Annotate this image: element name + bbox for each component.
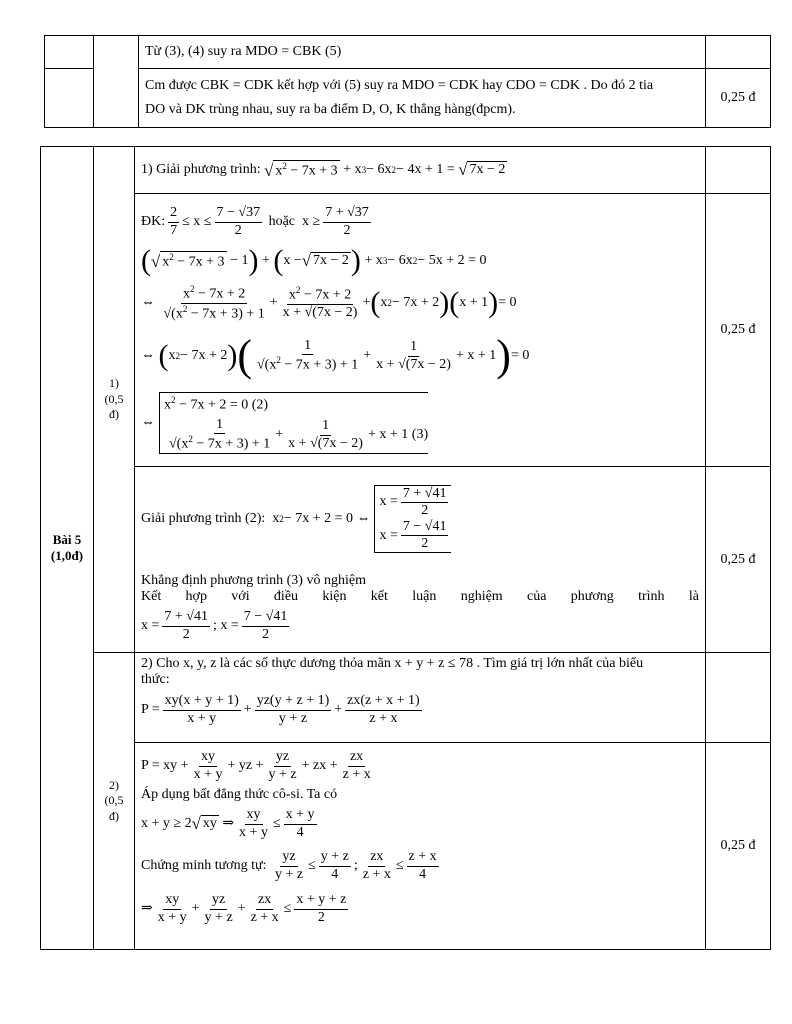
fraction: $\frac{z + x}{4}$ (408, 849, 437, 882)
eq-line-2: ⇔ $\frac{x^2 - 7x + 2}{√(x^2 - 7x + 3) + 1}$ + $\frac{x^2 - 7x + 2}{x + √(7x - 2)}$ + ( x 2 − 7x + 2 ) ( x + 1 ) = 0 (141, 283, 517, 322)
part1-question (135, 147, 706, 194)
part1-derivation (135, 194, 706, 467)
fraction: $\frac{xy}{x + y}$ (239, 807, 268, 840)
fraction: $\frac{x + y}{4}$ (285, 807, 315, 840)
fraction: $\frac{7 - √37}{2}$ (216, 205, 261, 238)
part2-question (135, 653, 706, 743)
part1-score-b: 0,25 đ (706, 467, 771, 653)
ket-hop-text: Kết hợp với điều kiện kết luận nghiệm của phương trình là (141, 589, 699, 604)
solution-system: x = $\frac{7 + √41}{2}$ x = $\frac{7 - √41}{2}$ (374, 485, 451, 553)
part2-solution (135, 743, 706, 950)
dk-label: ĐK: (141, 213, 166, 229)
fraction: $\frac{x^2 - 7x + 2}{√(x^2 - 7x + 3) + 1}$ (163, 283, 265, 322)
fraction: $\frac{7 - √41}{2}$ (243, 609, 288, 642)
part1-label-b: (0,5 (104, 391, 124, 406)
top-row1: Từ (3), (4) suy ra MDO = CBK (5) (145, 44, 342, 59)
fraction: $\frac{1}{√(x^2 - 7x + 3) + 1}$ (257, 338, 359, 373)
part1-label-cell (94, 147, 135, 653)
fraction: $\frac{zx}{z + x}$ (362, 849, 391, 882)
fraction: $\frac{xy}{x + y}$ (157, 892, 187, 925)
p-definition: P = $\frac{xy(x + y + 1)}{x + y}$ + $\frac{yz(y + z + 1)}{y + z}$ + $\frac{zx(z + x + 1)}{z + x}$ (141, 693, 420, 726)
fraction: $\frac{1}{√(x^2 - 7x + 3) + 1}$ (169, 417, 271, 452)
part1-question-score-empty (706, 147, 771, 194)
top-table (44, 35, 771, 128)
bai-cell (41, 147, 94, 950)
khang-dinh-text: Khẳng định phương trình (3) vô nghiệm (141, 573, 366, 588)
eq-line-3: ⇔ ( x 2 − 7x + 2 ) ( $\frac{1}{√(x^2 - 7x + 3) + 1}$ + $\frac{1}{x + √(7x - 2)}$ + x + 1 ) = 0 (141, 331, 530, 380)
fraction: $\frac{yz(y + z + 1)}{y + z}$ (256, 693, 330, 726)
top-cell-empty-3 (706, 36, 771, 69)
sqrt-expr: √ $x^2 - 7x + 3$ (264, 160, 338, 181)
top-row2-a: Cm được CBK = CDK kết hợp với (5) suy ra MDO = CDK hay CDO = CDK . Do đó 2 tia (145, 78, 654, 94)
fraction: $\frac{7 + √41}{2}$ (402, 485, 447, 518)
part1-solve (135, 467, 706, 653)
chung-minh-line: Chứng minh tương tự: $\frac{yz}{y + z}$ ≤ $\frac{y + z}{4}$ ; $\frac{zx}{z + x}$ ≤ $\frac{z + x}{4}$ (141, 849, 437, 882)
top-score: 0,25 đ (706, 69, 771, 128)
part2-label-c: đ) (109, 808, 119, 823)
part2-label-cell (94, 653, 135, 950)
cosi-line: x + y ≥ 2 √ xy ⇒ $\frac{xy}{x + y}$ ≤ $\frac{x + y}{4}$ (141, 807, 315, 840)
top-row2-text (139, 69, 706, 128)
dk-line: ĐK: $\frac{2}{7}$ ≤ x ≤ $\frac{7 - √37}{2}$ hoặc x ≥ $\frac{7 + √37}{2}$ (141, 205, 369, 238)
part1-score-a: 0,25 đ (706, 194, 771, 467)
fraction: $\frac{yz}{y + z}$ (268, 749, 297, 782)
sum-line: ⇒ $\frac{xy}{x + y}$ + $\frac{yz}{y + z}$ + $\frac{zx}{z + x}$ ≤ $\frac{x + y + z}{2}$ (141, 892, 347, 925)
fraction: $\frac{7 + √37}{2}$ (325, 205, 369, 238)
part2-question-score-empty (706, 653, 771, 743)
equation-system: $x^2 - 7x + 2 = 0$ (2) $\frac{1}{√(x^2 - 7x + 3) + 1}$ + $\frac{1}{x + √(7x - 2)}$ + x + 1 (3) (159, 392, 428, 454)
top-cell-empty-2 (94, 36, 139, 128)
fraction: $\frac{2}{7}$ (170, 205, 178, 238)
bai-points: (1,0đ) (50, 548, 84, 563)
eq-line-4: ⇔ $x^2 - 7x + 2 = 0$ (2) $\frac{1}{√(x^2 - 7x + 3) + 1}$ + $\frac{1}{x + √(7x - 2)}$ + x + 1 (3) (141, 384, 699, 462)
hoac-text: hoặc (268, 213, 296, 229)
fraction: $\frac{1}{x + √(7x - 2)}$ (376, 339, 451, 372)
top-cell-empty-1 (45, 36, 94, 69)
fraction: $\frac{yz}{y + z}$ (274, 849, 304, 882)
part2-score: 0,25 đ (706, 743, 771, 950)
top-row1-text (139, 36, 706, 69)
part2-question-line1: 2) Cho x, y, z là các số thực dương thỏa mãn x + y + z ≤ 78 . Tìm giá trị lớn nhất của biểu (141, 656, 644, 671)
top-row2-b: DO và DK trùng nhau, suy ra ba điểm D, O, K thẳng hàng(đpcm). (145, 102, 516, 117)
fraction: $\frac{zx}{z + x}$ (342, 749, 371, 782)
part1-label-c: đ) (109, 407, 119, 422)
fraction: $\frac{zx(z + x + 1)}{z + x}$ (347, 693, 420, 726)
fraction: $\frac{xy(x + y + 1)}{x + y}$ (164, 693, 239, 726)
sqrt-expr: √ 7x − 2 (458, 160, 506, 180)
ap-dung-text: Áp dụng bất đẳng thức cô-si. Ta có (141, 787, 338, 802)
eq-line-1: ( √ $x^2 - 7x + 3$ − 1 ) + ( x − √ 7x − 2 ) + x 3 − 6x 2 − 5x + 2 = 0 (141, 244, 487, 277)
fraction: $\frac{x + y + z}{2}$ (296, 892, 347, 925)
fraction: $\frac{y + z}{4}$ (320, 849, 349, 882)
fraction: $\frac{zx}{z + x}$ (250, 892, 279, 925)
solve2-prefix: Giải phương trình (2): (141, 510, 266, 526)
part1-question-prefix: 1) Giải phương trình: (141, 161, 261, 177)
part2-question-line2: thức: (141, 672, 170, 687)
fraction: $\frac{x^2 - 7x + 2}{x + √(7x - 2)}$ (282, 285, 358, 320)
p-expanded: P = xy + $\frac{xy}{x + y}$ + yz + $\frac{yz}{y + z}$ + zx + $\frac{zx}{z + x}$ (141, 749, 371, 782)
chung-minh-text: Chứng minh tương tự: (141, 857, 267, 873)
fraction: $\frac{1}{x + √(7x - 2)}$ (288, 418, 363, 451)
part1-question-line: 1) Giải phương trình: √ $x^2 - 7x + 3$ + x 3 − 6x 2 − 4x + 1 = √ 7x − 2 (141, 160, 506, 181)
part1-label-a: 1) (109, 376, 119, 391)
solve2-line: Giải phương trình (2): x 2 − 7x + 2 = 0 ⇔ x = $\frac{7 + √41}{2}$ x = $\frac{7 - √41}{2}$ (141, 471, 699, 567)
main-table (40, 146, 771, 950)
fraction: $\frac{7 + √41}{2}$ (164, 609, 208, 642)
fraction: $\frac{xy}{x + y}$ (193, 749, 223, 782)
final-solution-line: x = $\frac{7 + √41}{2}$ ; x = $\frac{7 - √41}{2}$ (141, 609, 288, 642)
bai-label: Bài 5 (52, 532, 82, 547)
part2-label-b: (0,5 (104, 793, 124, 808)
fraction: $\frac{yz}{y + z}$ (204, 892, 233, 925)
top-cell-empty-4 (45, 69, 94, 128)
part2-label-a: 2) (109, 777, 119, 792)
fraction: $\frac{7 - √41}{2}$ (402, 519, 447, 552)
